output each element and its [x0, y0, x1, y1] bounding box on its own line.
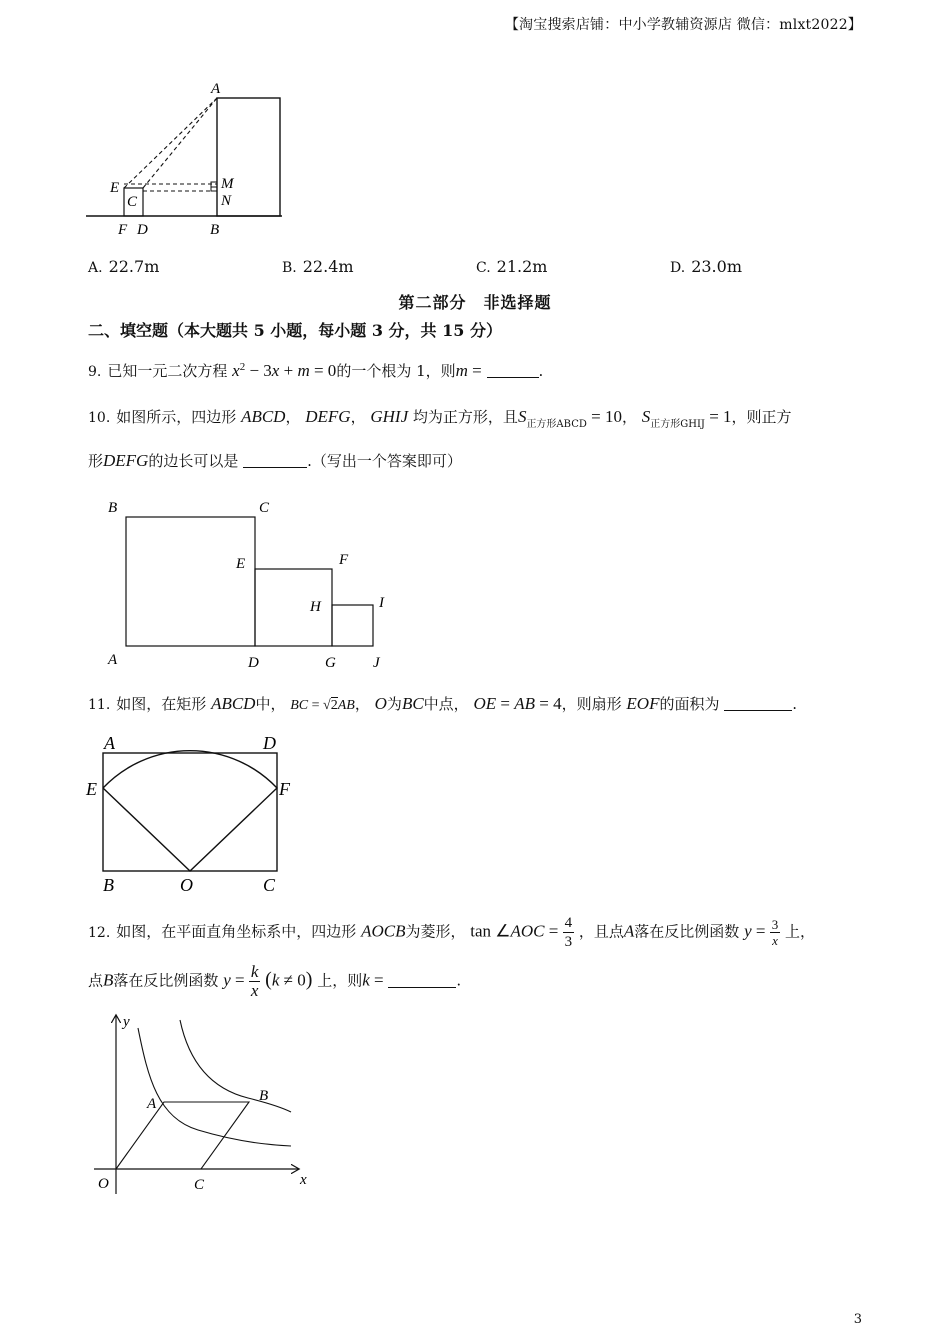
option-a: A. 22.7m: [88, 257, 160, 276]
fraction-3-x: $\frac{3}{x}$: [771, 917, 779, 948]
label-j: J: [373, 655, 380, 671]
sector-eof: [103, 751, 277, 871]
label-e: E: [86, 779, 97, 799]
label-a: A: [104, 733, 115, 753]
answer-blank-11[interactable]: [724, 695, 792, 711]
label-b: B: [259, 1088, 269, 1104]
label-g: G: [325, 655, 336, 671]
label-c: C: [194, 1177, 205, 1193]
page-number: 3: [853, 1312, 862, 1327]
label-b: B: [210, 222, 220, 238]
label-b: B: [108, 500, 118, 516]
rhombus-aocb: [116, 1102, 249, 1169]
label-f: F: [279, 779, 290, 799]
question-10-line2: 形DEFG的边长可以是 .（写出一个答案即可）: [88, 451, 462, 470]
figure-q11: [82, 733, 302, 897]
label-c: C: [127, 194, 138, 210]
label-d: D: [248, 655, 259, 671]
label-i: I: [379, 595, 384, 611]
curve-y-3-over-x: [138, 1028, 291, 1146]
question-12-line2: 点B落在反比例函数 y = $\frac{k}{x}$ (k ≠ 0) 上，则k = .: [88, 962, 462, 1000]
figure-q8: [80, 78, 300, 243]
figure-q10: [100, 494, 400, 674]
answer-blank-9[interactable]: [487, 362, 539, 378]
curve-y-k-over-x: [180, 1020, 291, 1112]
label-e: E: [236, 556, 246, 572]
question-9: 9. 已知一元二次方程 $x^2 - 3x + m = 0$的一个根为 1，则m = .: [88, 361, 544, 380]
label-a: A: [108, 652, 118, 668]
square-ghij: [332, 605, 373, 646]
question-10-line1: 10. 如图所示，四边形 ABCD， DEFG， GHIJ 均为正方形，且$S_{正方形ABCD} = 10$， $S_{正方形GHIJ} = 1$，则正方: [88, 407, 792, 430]
label-y: y: [123, 1014, 130, 1030]
label-e: E: [110, 180, 120, 196]
dashed-ca: [143, 98, 217, 188]
option-d: D. 23.0m: [670, 257, 742, 276]
option-b: B. 22.4m: [282, 257, 354, 276]
label-x: x: [300, 1172, 307, 1188]
label-d: D: [263, 733, 276, 753]
answer-blank-10[interactable]: [243, 452, 307, 468]
label-c: C: [263, 875, 276, 895]
label-h: H: [310, 599, 321, 615]
question-11: 11. 如图，在矩形 ABCD中， BC = √2AB， O为BC中点， OE = AB = 4，则扇形 EOF的面积为 .: [88, 694, 798, 713]
square-abcd: [126, 517, 255, 646]
label-b: B: [103, 875, 114, 895]
question-12-line1: 12. 如图，在平面直角坐标系中，四边形 AOCB为菱形， tan ∠AOC = $\frac{4}{3}$ ，且点A落在反比例函数 y = $\frac{3}{x}$ 上，: [88, 915, 816, 950]
fraction-4-3: $\frac{4}{3}$: [564, 915, 573, 950]
label-a: A: [211, 81, 221, 97]
label-d: D: [137, 222, 148, 238]
option-c: C. 21.2m: [476, 257, 548, 276]
label-o: O: [98, 1176, 109, 1192]
figure-q12: [88, 1008, 328, 1198]
header-watermark: 【淘宝搜索店铺：中小学教辅资源店 微信：mlxt2022】: [504, 17, 862, 33]
label-f: F: [118, 222, 128, 238]
label-f: F: [339, 552, 349, 568]
label-c: C: [259, 500, 270, 516]
dashed-ea: [124, 98, 217, 188]
section-title: 二、填空题（本大题共 5 小题，每小题 3 分，共 15 分）: [88, 321, 502, 340]
label-n: N: [221, 193, 232, 209]
answer-blank-12[interactable]: [388, 972, 456, 988]
label-a: A: [147, 1096, 157, 1112]
label-m: M: [221, 176, 234, 192]
fraction-k-x: $\frac{k}{x}$: [250, 962, 259, 1000]
label-o: O: [180, 875, 193, 895]
part-title: 第二部分 非选择题: [398, 293, 552, 312]
